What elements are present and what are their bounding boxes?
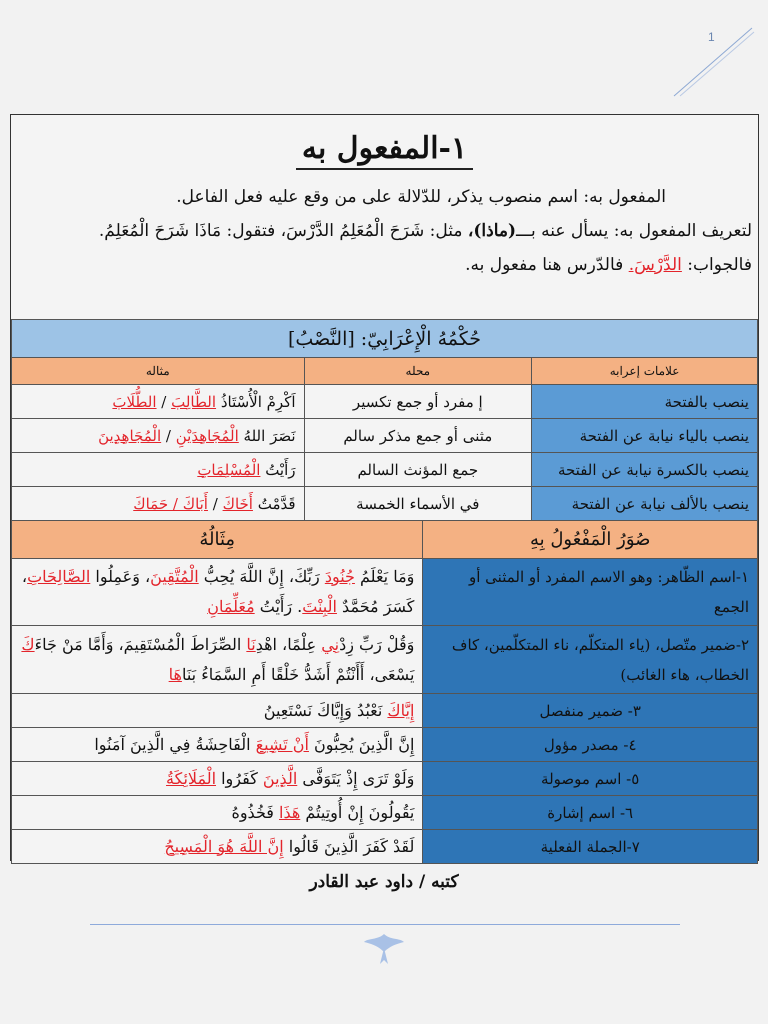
sign-cell: ينصب بالفتحة <box>532 385 758 419</box>
table-row <box>12 487 758 521</box>
example-cell: رَأَيْتُ الْمُسْلِمَاتِ <box>12 453 305 487</box>
table-row <box>12 385 758 419</box>
ruling-heading: حُكْمُهُ الْإِعْرَابِيّ: [النَّصْبُ] <box>12 320 758 358</box>
example-cell: إِيَّاكَ نَعْبُدُ وَإِيَّاكَ نَسْتَعِينُ <box>12 694 423 728</box>
ruling-table <box>11 319 758 521</box>
table-row <box>12 728 758 762</box>
column-header: علامات إعرابه <box>532 358 758 385</box>
form-cell: ٥- اسم موصولة <box>423 762 758 796</box>
examples-heading: مِثَالُهُ <box>12 521 423 559</box>
footer-divider <box>90 924 680 925</box>
author-signature: كتبه / داود عبد القادر <box>309 872 459 892</box>
ornament-icon <box>362 930 406 966</box>
form-cell: ٧-الجملة الفعلية <box>423 830 758 864</box>
sign-cell: ينصب بالكسرة نيابة عن الفتحة <box>532 453 758 487</box>
example-cell: يَقُولُونَ إِنْ أُوتِيتُمْ هَذَا فَخُذُوهُ <box>12 796 423 830</box>
table-row <box>12 796 758 830</box>
table-row <box>12 762 758 796</box>
example-cell: وَلَوْ تَرَى إِذْ يَتَوَفَّى الَّذِينَ كَفَرُوا الْمَلَائِكَةُ <box>12 762 423 796</box>
example-cell: قَدَّمْتُ أَخَاكَ / أَبَاكَ / حَمَاكَ <box>12 487 305 521</box>
form-cell: ٣- ضمير منفصل <box>423 694 758 728</box>
example-cell: اَكْرِمْ الْأُسْتَاذُ الطَّالِبَ / الطُّلَابَ <box>12 385 305 419</box>
table-row <box>12 419 758 453</box>
identification-line: لتعريف المفعول به: يسأل عنه بـــ(ماذا)، مثل: شَرَحَ الْمُعَلِمُ الدَّرْسَ، فتقول: مَاذَا شَرَحَ الْمُعَلِمُ. <box>98 221 752 241</box>
lesson-frame <box>10 114 759 861</box>
place-cell: في الأسماء الخمسة <box>304 487 532 521</box>
example-cell: لَقَدْ كَفَرَ الَّذِينَ قَالُوا إِنَّ اللَّهَ هُوَ الْمَسِيحُ <box>12 830 423 864</box>
table-row <box>12 694 758 728</box>
intro-section <box>11 115 758 319</box>
forms-table <box>11 520 758 864</box>
forms-heading: صُوَرُ الْمَفْعُولُ بِهِ <box>423 521 758 559</box>
definition-line: المفعول به: اسم منصوب يذكر، للدّلالة على من وقع عليه فعل الفاعل. <box>176 187 666 207</box>
place-cell: إ مفرد أو جمع تكسير <box>304 385 532 419</box>
table-row <box>12 453 758 487</box>
form-cell: ١-اسم الظّاهر: وهو الاسم المفرد أو المثنى أو الجمع <box>423 559 758 626</box>
sign-cell: ينصب بالياء نيابة عن الفتحة <box>532 419 758 453</box>
example-cell: وَقُلْ رَبِّ زِدْنِي عِلْمًا، اهْدِنَا الصِّرَاطَ الْمُسْتَقِيمَ، وَأَمَّا مَنْ جَاءَكَ يَسْعَى، أَأَنْتُمْ أَشَدُّ خَلْقًا أَمِ السَّمَاءُ بَنَاهَا <box>12 626 423 694</box>
example-cell: إِنَّ الَّذِينَ يُحِبُّونَ أَنْ تَشِيعَ الْفَاحِشَةُ فِي الَّذِينَ آمَنُوا <box>12 728 423 762</box>
example-cell: وَمَا يَعْلَمُ جُنُودَ رَبِّكَ، إِنَّ اللَّهَ يُحِبُّ الْمُتَّقِينَ، وَعَمِلُوا الصَّالِحَاتِ، كَسَرَ مُحَمَّدٌ الْبِنْتَ. رَأَيْتُ مُعَلِّمَانِ <box>12 559 423 626</box>
column-header: مثاله <box>12 358 305 385</box>
corner-decoration-icon <box>672 24 756 98</box>
answer-line: فالجواب: الدَّرْسَ. فالدّرس هنا مفعول به. <box>465 255 752 275</box>
form-cell: ٤- مصدر مؤول <box>423 728 758 762</box>
place-cell: مثنى أو جمع مذكر سالم <box>304 419 532 453</box>
table-row <box>12 830 758 864</box>
column-header: محله <box>304 358 532 385</box>
example-cell: نَصَرَ اللهُ الْمُجَاهِدَيْنِ / الْمُجَاهِدِينَ <box>12 419 305 453</box>
lesson-title: ١-المفعول به <box>11 131 758 166</box>
page-number: 1 <box>708 30 715 44</box>
form-cell: ٢-ضمير متّصل، (ياء المتكلّم، ناء المتكلّمين، كاف الخطاب، هاء الغائب) <box>423 626 758 694</box>
place-cell: جمع المؤنث السالم <box>304 453 532 487</box>
table-row <box>12 559 758 626</box>
table-row <box>12 626 758 694</box>
sign-cell: ينصب بالألف نيابة عن الفتحة <box>532 487 758 521</box>
form-cell: ٦- اسم إشارة <box>423 796 758 830</box>
